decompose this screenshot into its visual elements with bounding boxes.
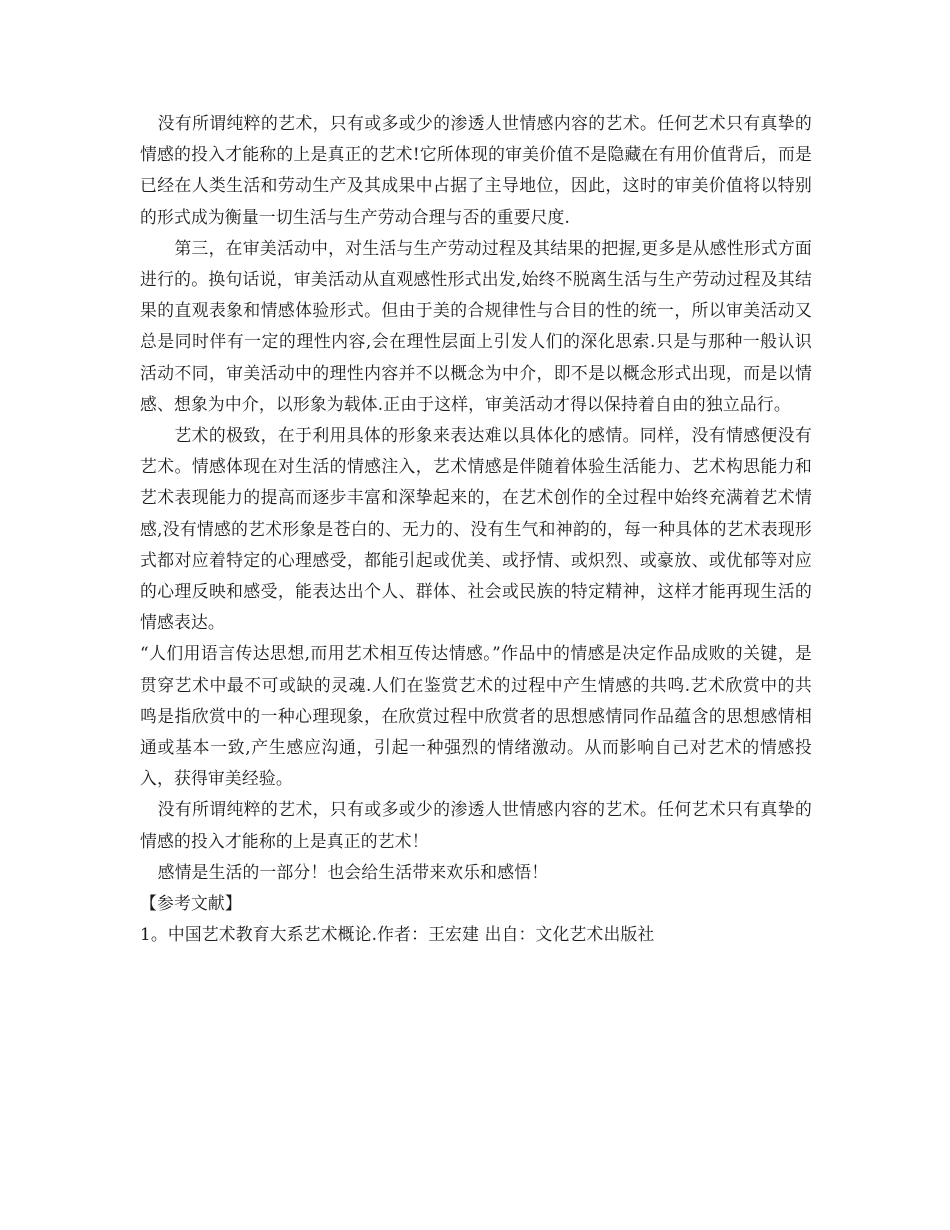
paragraph-1: 没有所谓纯粹的艺术，只有或多或少的渗透人世情感内容的艺术。任何艺术只有真挚的情感的投入才能称的上是真正的艺术!它所体现的审美价值不是隐藏在有用价值背后，而是已经在人类生活和劳动生产及其成果中占据了主导地位，因此，这时的审美价值将以特别的形式成为衡量一切生活与生产劳动合理与否的重要尺度.	[140, 113, 812, 227]
paragraph-4: “人们用语言传达思想,而用艺术相互传达情感。”作品中的情感是决定作品成败的关键，是贯穿艺术中最不可或缺的灵魂.人们在鉴赏艺术的过程中产生情感的共鸣.艺术欣赏中的共鸣是指欣赏中的一种心理现象，在欣赏过程中欣赏者的思想感情同作品蕴含的思想感情相通或基本一致,产生感应沟通，引起一种强烈的情绪激动。从而影响自己对艺术的情感投入，获得审美经验。	[140, 643, 812, 789]
paragraph-6: 感情是生活的一部分！也会给生活带来欢乐和感悟！	[157, 861, 549, 882]
paragraph-2: 第三，在审美活动中，对生活与生产劳动过程及其结果的把握,更多是从感性形式方面进行的。换句话说，审美活动从直观感性形式出发,始终不脱离生活与生产劳动过程及其结果的直观表象和情感体验形式。但由于美的合规律性与合目的性的统一，所以审美活动又总是同时伴有一定的理性内容,会在理性层面上引发人们的深化思索.只是与那种一般认识活动不同，审美活动中的理性内容并不以概念为中介，即不是以概念形式出现，而是以情感、想象为中介，以形象为载体.正由于这样，审美活动才得以保持着自由的独立品行。	[140, 237, 812, 414]
document-body	[140, 108, 812, 950]
paragraph-5: 没有所谓纯粹的艺术，只有或多或少的渗透人世情感内容的艺术。任何艺术只有真挚的情感的投入才能称的上是真正的艺术！	[140, 799, 812, 851]
paragraph-3: 艺术的极致，在于利用具体的形象来表达难以具体化的感情。同样，没有情感便没有艺术。情感体现在对生活的情感注入，艺术情感是伴随着体验生活能力、艺术构思能力和艺术表现能力的提高而逐步丰富和深挚起来的，在艺术创作的全过程中始终充满着艺术情感,没有情感的艺术形象是苍白的、无力的、没有生气和神韵的，每一种具体的艺术表现形式都对应着特定的心理感受，都能引起或优美、或抒情、或炽烈、或豪放、或优郁等对应的心理反映和感受，能表达出个人、群体、社会或民族的特定精神，这样才能再现生活的情感表达。	[140, 425, 812, 633]
reference-item: 1。中国艺术教育大系艺术概论.作者：王宏建 出自：文化艺术出版社	[140, 924, 655, 945]
references-heading: 【参考文献】	[140, 893, 242, 914]
